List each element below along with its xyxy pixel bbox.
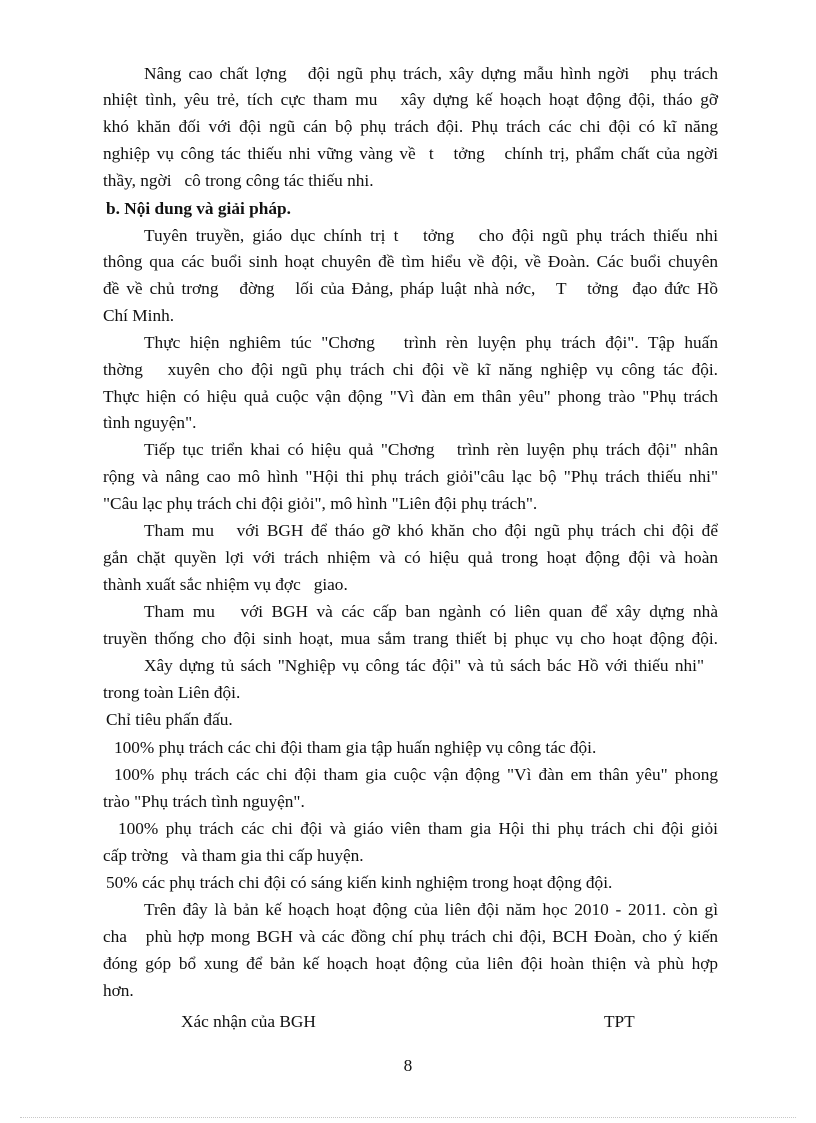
text-line: nghiệp vụ công tác thiếu nhi vững vàng về t tởng chính trị, phẩm chất của ngời — [103, 144, 718, 163]
page-number: 8 — [403, 1056, 413, 1075]
text-line: rộng và nâng cao mô hình "Hội thi phụ trách giỏi"câu lạc bộ "Phụ trách thiếu nhi" — [103, 467, 718, 486]
text-line: Nâng cao chất lợng đội ngũ phụ trách, xây dựng mẫu hình ngời phụ trách — [144, 64, 718, 83]
text-line: thành xuất sắc nhiệm vụ đợc giao. — [103, 575, 348, 594]
text-line: trào "Phụ trách tình nguyện". — [103, 792, 305, 811]
text-line: thờng xuyên cho đội ngũ phụ trách chi đội về kĩ năng nghiệp vụ công tác đội. — [103, 360, 718, 379]
text-line: Xây dựng tủ sách "Nghiệp vụ công tác đội" và tủ sách bác Hồ với thiếu nhi" — [144, 656, 704, 675]
text-line: Tham mu với BGH để tháo gỡ khó khăn cho đội ngũ phụ trách chi đội để — [144, 521, 718, 540]
text-line: truyền thống cho đội sinh hoạt, mua sắm trang thiết bị phục vụ cho hoạt động đội. — [103, 629, 718, 648]
text-line: Tuyên truyền, giáo dục chính trị t tởng cho đội ngũ phụ trách thiếu nhi — [144, 226, 718, 245]
text-line: khó khăn đối với đội ngũ cán bộ phụ trách đội. Phụ trách các chi đội có kĩ năng — [103, 117, 718, 136]
text-line: đề về chủ trơng đờng lối của Đảng, pháp luật nhà nớc, T tởng đạo đức Hồ — [103, 279, 718, 298]
text-line: đóng góp bổ xung để bản kế hoạch hoạt động của liên đội hoàn thiện và phù hợp — [103, 954, 718, 973]
text-line: hơn. — [103, 981, 134, 1000]
text-line: Chỉ tiêu phấn đấu. — [106, 710, 233, 729]
signature-right: TPT — [604, 1012, 635, 1031]
text-line: Tham mu với BGH và các cấp ban ngành có liên quan để xây dựng nhà — [144, 602, 718, 621]
text-line: thông qua các buổi sinh hoạt chuyên đề tìm hiểu về đội, về Đoàn. Các buổi chuyên — [103, 252, 718, 271]
text-line: 100% phụ trách các chi đội tham gia tập huấn nghiệp vụ công tác đội. — [114, 738, 597, 757]
text-line: Thực hiện có hiệu quả cuộc vận động "Vì đàn em thân yêu" phong trào "Phụ trách — [103, 387, 718, 406]
signature-left: Xác nhận của BGH — [181, 1012, 316, 1031]
text-line: Chí Minh. — [103, 306, 175, 325]
text-line: 100% phụ trách các chi đội tham gia cuộc vận động "Vì đàn em thân yêu" phong — [114, 765, 718, 784]
text-line: "Câu lạc phụ trách chi đội giỏi", mô hình "Liên đội phụ trách". — [103, 494, 538, 513]
text-line: 50% các phụ trách chi đội có sáng kiến kinh nghiệm trong hoạt động đội. — [106, 873, 613, 892]
text-line: tình nguyện". — [103, 413, 197, 432]
text-line: nhiệt tình, yêu trẻ, tích cực tham mu xây dựng kế hoạch hoạt động đội, tháo gỡ — [103, 90, 718, 109]
footer-rule — [20, 1117, 796, 1118]
text-line: cha phù hợp mong BGH và các đồng chí phụ trách chi đội, BCH Đoàn, cho ý kiến — [103, 927, 718, 946]
text-line: trong toàn Liên đội. — [103, 683, 241, 702]
text-line: gắn chặt quyền lợi với trách nhiệm và có hiệu quả trong hoạt động đội và hoàn — [103, 548, 718, 567]
text-line: Tiếp tục triển khai có hiệu quả "Chơng trình rèn luyện phụ trách đội" nhân — [144, 440, 718, 459]
text-line: 100% phụ trách các chi đội và giáo viên tham gia Hội thi phụ trách chi đội giỏi — [118, 819, 718, 838]
text-line: cấp trờng và tham gia thi cấp huyện. — [103, 846, 364, 865]
text-line: Trên đây là bản kế hoạch hoạt động của liên đội năm học 2010 - 2011. còn gì — [144, 900, 718, 919]
text-line: thầy, ngời cô trong công tác thiếu nhi. — [103, 171, 374, 190]
section-heading: b. Nội dung và giải pháp. — [106, 199, 291, 218]
text-line: Thực hiện nghiêm túc "Chơng trình rèn luyện phụ trách đội". Tập huấn — [144, 333, 718, 352]
